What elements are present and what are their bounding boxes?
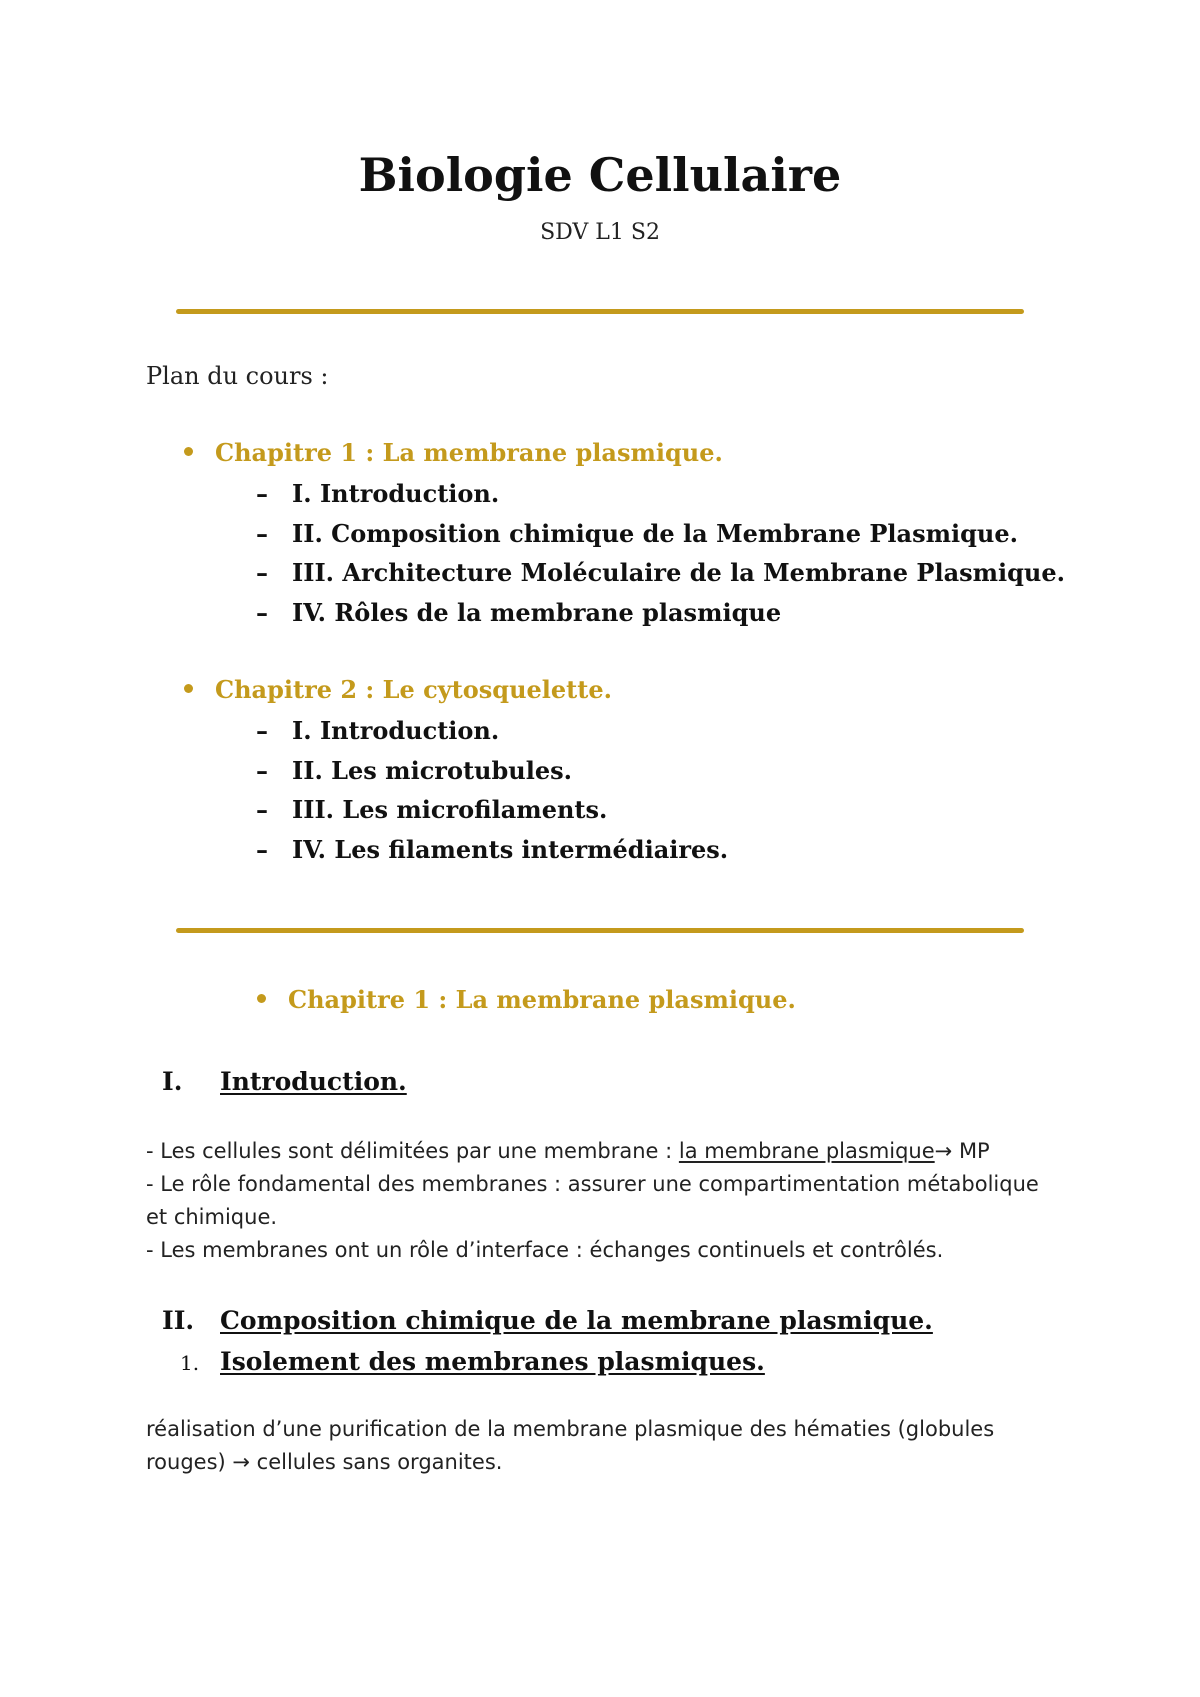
plan-chapter-1-title: Chapitre 1 : La membrane plasmique.: [215, 438, 723, 467]
list-item: – I. Introduction.: [256, 716, 500, 745]
subsection-2-1-number: 1.: [180, 1351, 200, 1375]
section-1-number: I.: [162, 1067, 183, 1096]
bullet-icon: [257, 994, 266, 1003]
dash-marker: –: [256, 795, 268, 824]
plan-chapter-2-title: Chapitre 2 : Le cytosquelette.: [215, 675, 612, 704]
list-item: – IV. Les filaments intermédiaires.: [256, 834, 729, 864]
section-2-number: II.: [162, 1306, 195, 1335]
plan-label: Plan du cours :: [146, 362, 329, 390]
body-paragraph: réalisation d’une purification de la membrane plasmique des hématies (globules rouges) → cellules sans organites.: [146, 1417, 995, 1474]
dash-marker: –: [256, 558, 268, 587]
bullet-icon: [184, 684, 193, 693]
dash-marker: –: [256, 518, 268, 548]
content-chapter-heading: [257, 985, 796, 1014]
section-2-body: [146, 1413, 1066, 1479]
underlined-term: la membrane plasmique: [678, 1139, 935, 1163]
dash-marker: –: [256, 755, 268, 785]
gold-divider-bottom: [176, 928, 1024, 933]
document-subtitle: SDV L1 S2: [540, 220, 660, 245]
body-line: - Les membranes ont un rôle d’interface : échanges continuels et contrôlés.: [146, 1238, 944, 1262]
list-item: – I. Introduction.: [256, 479, 500, 508]
body-line: - Le rôle fondamental des membranes : assurer une compartimentation métabolique et chimique.: [146, 1172, 1039, 1229]
content-chapter-title: Chapitre 1 : La membrane plasmique.: [288, 985, 796, 1014]
list-item: – IV. Rôles de la membrane plasmique: [256, 597, 782, 627]
section-2-heading: [162, 1308, 933, 1333]
plan-chapter-1-items: [256, 479, 1065, 640]
subsection-2-1-heading: [180, 1349, 765, 1374]
body-line: - Les cellules sont délimitées par une membrane : la membrane plasmique→ MP: [146, 1139, 990, 1163]
subsection-2-1-title: Isolement des membranes plasmiques.: [220, 1347, 765, 1376]
section-1-body: [146, 1135, 1066, 1267]
section-1-heading: [162, 1069, 407, 1094]
bullet-icon: [184, 447, 193, 456]
section-2-title: Composition chimique de la membrane plasmique.: [220, 1306, 933, 1335]
section-1-title: Introduction.: [220, 1067, 407, 1096]
list-item: – II. Les microtubules.: [256, 755, 572, 785]
dash-marker: –: [256, 834, 268, 864]
plan-chapter-2: [184, 675, 612, 704]
gold-divider-top: [176, 309, 1024, 314]
list-item: – III. Architecture Moléculaire de la Membrane Plasmique.: [256, 558, 1065, 587]
plan-chapter-1: [184, 438, 723, 467]
dash-marker: –: [256, 479, 268, 508]
list-item: – II. Composition chimique de la Membrane Plasmique.: [256, 518, 1018, 548]
dash-marker: –: [256, 716, 268, 745]
dash-marker: –: [256, 597, 268, 627]
plan-chapter-2-items: [256, 716, 729, 877]
document-title: Biologie Cellulaire: [358, 148, 842, 202]
list-item: – III. Les microfilaments.: [256, 795, 608, 824]
